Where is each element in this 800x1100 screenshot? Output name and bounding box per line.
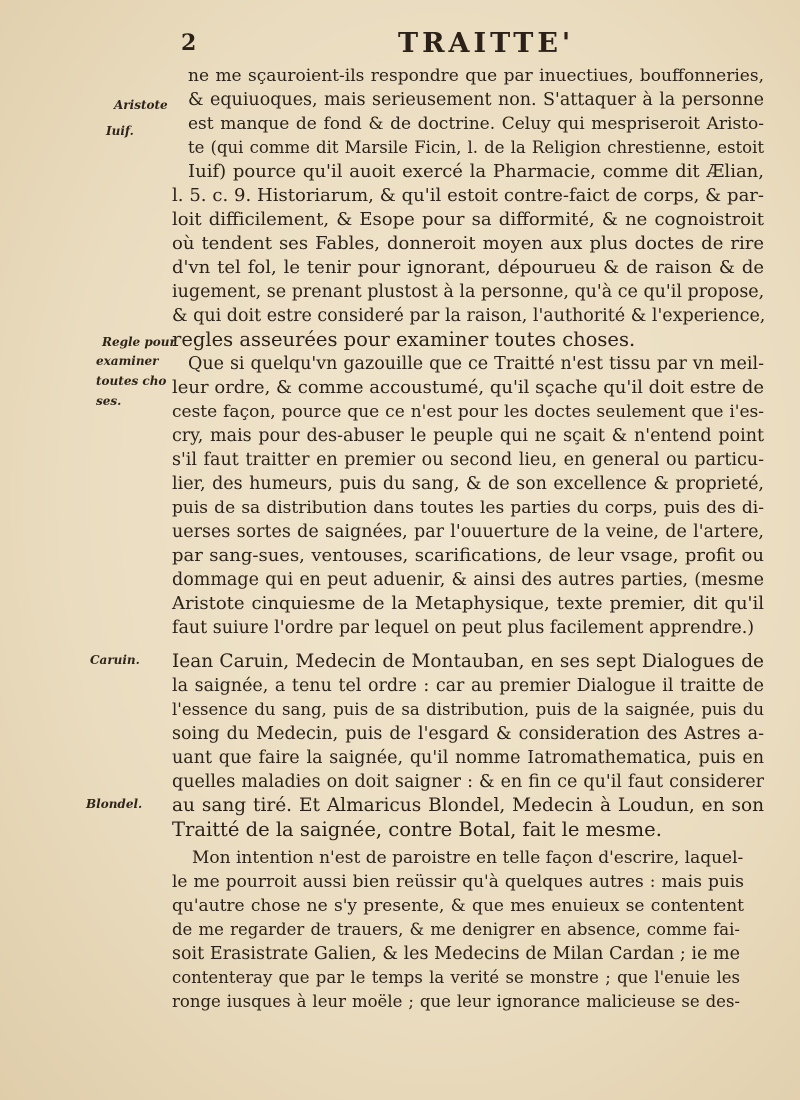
body-line: cry, mais pour des-abuser le peuple qui ne sçait & n'entend point bbox=[172, 426, 764, 446]
body-line: te (qui comme dit Marsile Ficin, l. de la Religion chrestienne, estoit bbox=[188, 138, 764, 157]
running-head: TRAITTE' bbox=[398, 28, 575, 59]
body-line: par sang-sues, ventouses, scarifications, de leur vsage, profit ou bbox=[172, 545, 764, 566]
body-line: faut suiure l'ordre par lequel on peut plus facilement apprendre.) bbox=[172, 618, 755, 638]
body-line: qu'autre chose ne s'y presente, & que mes enuieux se contentent bbox=[172, 896, 744, 916]
body-line: iugement, se prenant plustost à la personne, qu'à ce qu'il propose, bbox=[172, 282, 765, 302]
body-line: ne me sçauroient-ils respondre que par inuectiues, bouffonneries, bbox=[188, 66, 764, 86]
margin-note: Caruin. bbox=[90, 653, 140, 667]
margin-note: toutes cho bbox=[96, 374, 167, 388]
body-line: la saignée, a tenu tel ordre : car au premier Dialogue il traitte de bbox=[172, 676, 764, 696]
margin-note: Blondel. bbox=[86, 797, 143, 811]
body-line: soit Erasistrate Galien, & les Medecins de Milan Cardan ; ie me bbox=[172, 944, 740, 964]
body-line: dommage qui en peut aduenir, & ainsi des autres parties, (mesme bbox=[172, 570, 764, 590]
body-line: au sang tiré. Et Almaricus Blondel, Medecin à Loudun, en son bbox=[172, 795, 764, 816]
margin-note: Regle pour bbox=[102, 335, 176, 349]
body-line: Iean Caruin, Medecin de Montauban, en ses sept Dialogues de bbox=[172, 651, 764, 672]
body-line: regles asseurées pour examiner toutes choses. bbox=[172, 328, 636, 351]
body-line: Aristote cinquiesme de la Metaphysique, texte premier, dit qu'il bbox=[172, 593, 764, 614]
body-line: s'il faut traitter en premier ou second lieu, en general ou particu- bbox=[172, 450, 764, 470]
body-line: Iuif) pource qu'il auoit exercé la Pharmacie, comme dit Ælian, bbox=[188, 161, 764, 182]
body-line: uant que faire la saignée, qu'il nomme Iatromathematica, puis en bbox=[172, 748, 764, 768]
margin-note: Aristote bbox=[114, 98, 168, 112]
margin-note: ses. bbox=[96, 394, 122, 408]
margin-note: examiner bbox=[96, 354, 159, 368]
body-line: Que si quelqu'vn gazouille que ce Traitté n'est tissu par vn meil- bbox=[188, 354, 764, 374]
body-line: soing du Medecin, puis de l'esgard & consideration des Astres a- bbox=[172, 724, 764, 744]
body-line: & qui doit estre consideré par la raison, l'authorité & l'experience, bbox=[172, 306, 766, 326]
page-number: 2 bbox=[181, 30, 197, 56]
body-line: leur ordre, & comme accoustumé, qu'il sçache qu'il doit estre de bbox=[172, 377, 764, 398]
margin-note: Iuif. bbox=[106, 124, 134, 138]
body-line: uerses sortes de saignées, par l'ouuerture de la veine, de l'artere, bbox=[172, 522, 764, 542]
body-line: le me pourroit aussi bien reüssir qu'à quelques autres : mais puis bbox=[172, 872, 744, 892]
body-line: l. 5. c. 9. Historiarum, & qu'il estoit contre-faict de corps, & par- bbox=[172, 185, 764, 206]
body-line: ceste façon, pource que ce n'est pour les doctes seulement que i'es- bbox=[172, 402, 764, 422]
body-line: loit difficilement, & Esope pour sa difformité, & ne cognoistroit bbox=[172, 209, 764, 230]
body-line: où tendent ses Fables, donneroit moyen aux plus doctes de rire bbox=[172, 233, 764, 254]
body-line: quelles maladies on doit saigner : & en fin ce qu'il faut considerer bbox=[172, 772, 764, 792]
body-line: d'vn tel fol, le tenir pour ignorant, dépourueu & de raison & de bbox=[172, 257, 764, 278]
body-line: Traitté de la saignée, contre Botal, fait le mesme. bbox=[172, 818, 662, 841]
body-line: Mon intention n'est de paroistre en telle façon d'escrire, laquel- bbox=[192, 848, 744, 868]
body-line: l'essence du sang, puis de sa distribution, puis de la saignée, puis du bbox=[172, 700, 764, 719]
body-line: ronge iusques à leur moële ; que leur ignorance malicieuse se des- bbox=[172, 992, 740, 1011]
body-line: est manque de fond & de doctrine. Celuy qui mespriseroit Aristo- bbox=[188, 114, 764, 134]
body-line: & equiuoques, mais serieusement non. S'attaquer à la personne bbox=[188, 90, 764, 110]
body-line: de me regarder de trauers, & me denigrer en absence, comme fai- bbox=[172, 920, 740, 939]
body-line: puis de sa distribution dans toutes les parties du corps, puis des di- bbox=[172, 498, 764, 518]
body-line: contenteray que par le temps la verité se monstre ; que l'enuie les bbox=[172, 968, 740, 987]
body-line: lier, des humeurs, puis du sang, & de son excellence & proprieté, bbox=[172, 474, 764, 494]
